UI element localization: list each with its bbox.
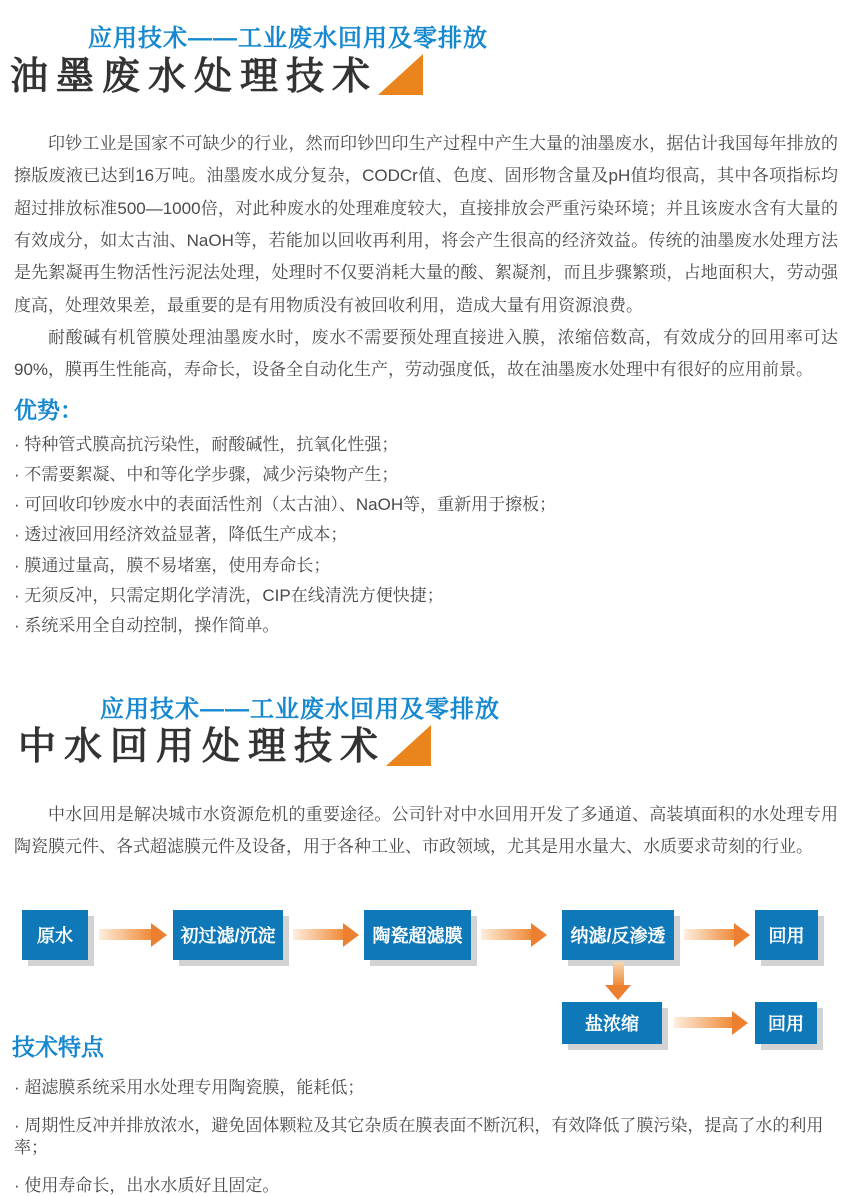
section-reclaimed-water — [0, 697, 850, 1196]
section-eyebrow: 应用技术——工业废水回用及零排放 — [88, 25, 488, 52]
intro-paragraph: 耐酸碱有机管膜处理油墨废水时，废水不需要预处理直接进入膜，浓缩倍数高，有效成分的回用率可达90%，膜再生性能高，寿命长，设备全自动化生产，劳动强度低，故在油墨废水处理中有很好的应用前景。 — [14, 327, 838, 380]
flow-step-salt-concentration: 盐浓缩 — [562, 1002, 662, 1044]
process-flow-diagram — [0, 904, 850, 1052]
intro-paragraph: 中水回用是解决城市水资源危机的重要途径。公司针对中水回用开发了多通道、高装填面积的水处理专用陶瓷膜元件、各式超滤膜元件及设备，用于各种工业、市政领域，尤其是用水量大、水质要求苛刻的行业。 — [14, 805, 838, 857]
section-eyebrow: 应用技术——工业废水回用及零排放 — [100, 695, 500, 723]
intro-paragraph: 印钞工业是国家不可缺少的行业，然而印钞凹印生产过程中产生大量的油墨废水，据估计我国每年排放的擦版废液已达到16万吨。油墨废水成分复杂，CODCr值、色度、固形物含量及pH值均很高，其中各项指标均超过排放标准500—1000倍，对此种废水的处理难度较大，直接排放会严重污染环境；并且该废水含有大量的有效成分，如太古油、NaOH等，若能加以回收再利用，将会产生很高的经济效益。传统的油墨废水处理方法是先絮凝再生物活性污泥法处理，处理时不仅要消耗大量的酸、絮凝剂，而且步骤繁琐，占地面积大，劳动强度高，处理效果差，最重要的是有用物质没有被回收利用，造成大量有用资源浪费。 — [14, 134, 838, 315]
flow-step-prefilter: 初过滤/沉淀 — [173, 910, 283, 960]
flow-step-reuse-branch: 回用 — [755, 1002, 817, 1044]
advantages-heading: 优势： — [14, 396, 83, 423]
advantage-item: · 系统采用全自动控制，操作简单。 — [14, 615, 838, 637]
flow-arrow-down-icon — [605, 962, 631, 1000]
advantage-item: · 无须反冲，只需定期化学清洗，CIP在线清洗方便快捷； — [14, 585, 838, 607]
feature-item: · 使用寿命长，出水水质好且固定。 — [14, 1175, 838, 1196]
flow-step-ceramic-uf: 陶瓷超滤膜 — [364, 910, 471, 960]
features-heading: 技术特点 — [12, 1033, 104, 1060]
title-triangle-icon — [386, 725, 431, 766]
title-row — [0, 725, 850, 769]
page-title: 中水回用处理技术 — [18, 726, 387, 769]
title-row — [0, 54, 850, 98]
advantage-item: · 可回收印钞废水中的表面活性剂（太古油）、NaOH等，重新用于擦板； — [14, 494, 838, 516]
flow-arrow-icon — [99, 923, 167, 947]
feature-item: · 周期性反冲并排放浓水，避免固体颗粒及其它杂质在膜表面不断沉积，有效降低了膜污染，提高了水的利用率； — [14, 1115, 838, 1159]
flow-arrow-icon — [293, 923, 359, 947]
title-triangle-icon — [378, 54, 423, 95]
flow-step-reuse: 回用 — [755, 910, 818, 960]
flow-arrow-icon — [684, 923, 750, 947]
advantage-item: · 膜通过量高，膜不易堵塞，使用寿命长； — [14, 555, 838, 577]
page-title: 油墨废水处理技术 — [10, 55, 379, 98]
flow-arrow-icon — [674, 1011, 748, 1035]
flow-step-raw-water: 原水 — [22, 910, 88, 960]
advantage-item: · 不需要絮凝、中和等化学步骤，减少污染物产生； — [14, 464, 838, 486]
flow-step-nf-ro: 纳滤/反渗透 — [562, 910, 674, 960]
section-ink-wastewater — [0, 26, 850, 637]
feature-item: · 超滤膜系统采用水处理专用陶瓷膜，能耗低； — [14, 1077, 838, 1099]
advantage-item: · 特种管式膜高抗污染性，耐酸碱性，抗氧化性强； — [14, 434, 838, 456]
advantage-item: · 透过液回用经济效益显著，降低生产成本； — [14, 524, 838, 546]
flow-arrow-icon — [481, 923, 547, 947]
